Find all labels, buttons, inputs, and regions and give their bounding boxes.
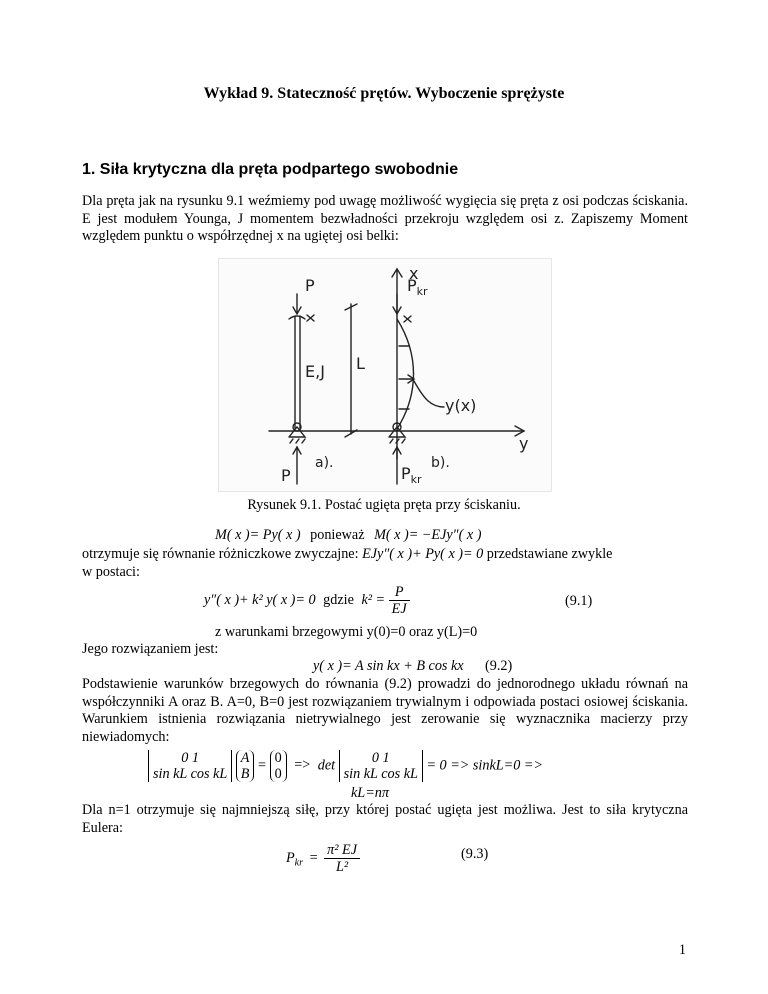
- eq93-denominator: L²: [335, 859, 349, 875]
- fig-label-a: a).: [315, 455, 334, 471]
- det-result: = 0 => sinkL=0 =>: [426, 757, 543, 774]
- deflection-leader: [414, 381, 444, 407]
- matrix-equals: =: [258, 757, 267, 774]
- eq93-sub: kr: [294, 857, 304, 869]
- paragraph-3: Dla n=1 otrzymuje się najmniejszą siłę, przy której postać ugięta jest możliwa. Jest to siła krytyczna Eulera:: [82, 802, 688, 836]
- ode-line: [82, 546, 688, 564]
- moment-equation: [215, 527, 481, 544]
- moment-lhs: M( x )= Py( x ): [215, 527, 301, 543]
- equation-9-3: [286, 842, 360, 875]
- moment-rhs: M( x )= −EJy″( x ): [374, 527, 482, 543]
- boundary-conditions: z warunkami brzegowymi y(0)=0 oraz y(L)=0: [215, 624, 478, 640]
- page-number: 1: [678, 942, 686, 958]
- fig-label-length: L: [356, 354, 365, 373]
- eq93-equals: =: [309, 849, 318, 866]
- eq93-number: (9.3): [461, 846, 489, 862]
- fig-label-ej: E,J: [305, 362, 325, 381]
- left-bottom-support: [289, 427, 305, 437]
- moment-connector: ponieważ: [310, 527, 365, 543]
- left-top-support: [289, 316, 305, 319]
- figure-caption: Rysunek 9.1. Postać ugięta pręta przy ściskaniu.: [247, 497, 521, 513]
- eq92-number: (9.2): [485, 658, 513, 674]
- eq91-denominator: EJ: [391, 601, 407, 617]
- eq91-fraction: [389, 584, 410, 617]
- determinant-matrix: 0 1 sin kL cos kL: [339, 750, 423, 782]
- ode-text-before: otrzymuje się równanie różniczkowe zwyczajne:: [82, 546, 359, 562]
- figure-9-1: [218, 258, 552, 492]
- fig-label-y: y: [519, 434, 529, 453]
- paragraph-2: Podstawienie warunków brzegowych do równania (9.2) prowadzi do jednorodnego układu równań na współczynniki A oraz B. A=0, B=0 jest rozwiązaniem trywialnym i odpowiada postaci osiowej ściskania. Warunkiem istnienia rozwiązania nietrywialnego jest zerowanie się wyznacznika macierzy przy niewiadomych:: [82, 676, 688, 745]
- eq93-p: P: [286, 849, 295, 866]
- matrix-implies: =>: [294, 757, 311, 774]
- fig-label-b: b).: [431, 455, 450, 471]
- fig-label-pkr-bottom: $P_{kr}$: [401, 464, 422, 486]
- section-heading: 1. Siła krytyczna dla pręta podpartego swobodnie: [82, 161, 459, 178]
- equation-9-1: [204, 584, 410, 617]
- beam-sketch: [219, 259, 551, 491]
- equation-9-2: y( x )= A sin kx + B cos kx: [313, 658, 464, 674]
- ode-text-after: przedstawiane zwykle: [486, 546, 613, 562]
- det-label: det: [317, 757, 336, 774]
- document-title: Wykład 9. Stateczność prętów. Wyboczenie sprężyste: [203, 85, 565, 102]
- fig-label-pkr-top: $P_{kr}$: [407, 276, 428, 298]
- matrix-equation: [148, 750, 543, 782]
- coefficient-matrix: 0 1 sin kL cos kL: [148, 750, 232, 782]
- fig-label-x: x: [409, 264, 419, 283]
- eq91-number: (9.1): [565, 593, 593, 609]
- eq91-numerator: P: [389, 584, 410, 601]
- kl-equals-npi: kL=nπ: [351, 785, 389, 801]
- intro-paragraph: Dla pręta jak na rysunku 9.1 weźmiemy pod uwagę możliwość wygięcia się pręta z osi podczas ściskania. E jest modułem Younga, J momentem bezwładności przekroju względem osi z. Zapiszemy Moment względem punktu o współrzędnej x na ugiętej osi belki:: [82, 193, 688, 245]
- solution-intro: Jego rozwiązaniem jest:: [82, 641, 219, 657]
- eq91-gdzie: gdzie: [323, 591, 354, 608]
- eq93-numerator: π² EJ: [324, 842, 360, 859]
- unknowns-vector: A B: [236, 750, 255, 782]
- eq91-k2: k² =: [361, 591, 386, 608]
- in-form-text: w postaci:: [82, 564, 140, 580]
- zero-vector: 0 0: [270, 750, 287, 782]
- eq91-left: y″( x )+ k² y( x )= 0: [204, 591, 316, 608]
- fig-label-p-bottom: P: [281, 466, 291, 485]
- eq93-fraction: [324, 842, 360, 875]
- fig-label-p-top: P: [305, 276, 315, 295]
- fig-label-deflection: y(x): [445, 396, 477, 415]
- deflected-beam: [397, 319, 414, 429]
- ode-equation: EJy″( x )+ Py( x )= 0: [362, 546, 484, 562]
